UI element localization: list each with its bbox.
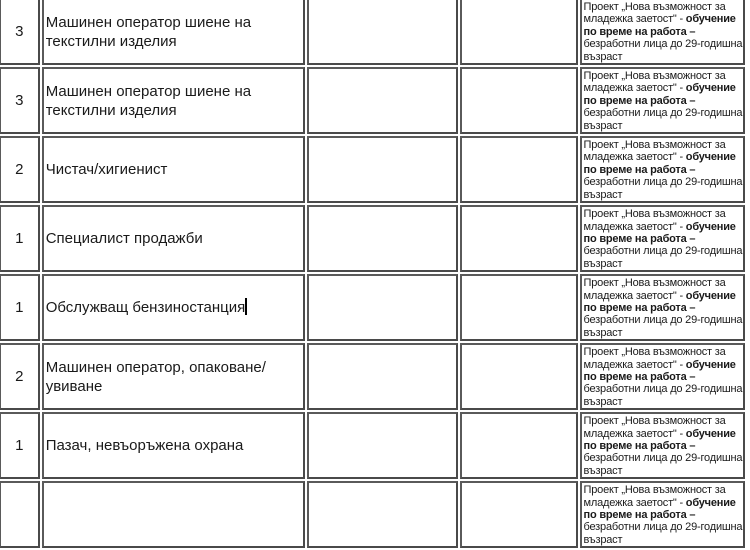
empty-cell[interactable] bbox=[307, 0, 457, 65]
position-cell[interactable]: Пазач, невъоръжена охрана bbox=[42, 412, 306, 479]
note-bold-text: обучение по време на работа – bbox=[583, 151, 736, 176]
table-row bbox=[0, 343, 745, 410]
count-cell[interactable]: 2 bbox=[0, 343, 40, 410]
note-text: безработни лица до 29-годишна възраст bbox=[583, 38, 743, 63]
count-cell[interactable]: 1 bbox=[0, 412, 40, 479]
count-cell[interactable] bbox=[0, 481, 40, 548]
count-cell[interactable]: 3 bbox=[0, 67, 40, 134]
program-note-cell[interactable] bbox=[580, 274, 745, 341]
empty-cell[interactable] bbox=[460, 67, 578, 134]
table-row bbox=[0, 205, 745, 272]
table-row bbox=[0, 412, 745, 479]
empty-cell[interactable] bbox=[460, 136, 578, 203]
position-text: Обслужващ бензиностанция bbox=[45, 299, 246, 317]
note-text: Проект „Нова възможност за младежка заетост" - bbox=[583, 415, 726, 440]
note-text: Проект „Нова възможност за младежка заетост" - bbox=[583, 1, 726, 26]
count-cell[interactable]: 1 bbox=[0, 205, 40, 272]
empty-cell[interactable] bbox=[307, 67, 457, 134]
position-cell[interactable]: Машинен оператор шиене на текстилни изделия bbox=[42, 67, 306, 134]
program-note-cell[interactable] bbox=[580, 67, 745, 134]
table-row bbox=[0, 0, 745, 65]
program-note-cell[interactable] bbox=[580, 481, 745, 548]
note-bold-text: обучение по време на работа – bbox=[583, 220, 736, 245]
note-text: Проект „Нова възможност за младежка заетост" - bbox=[583, 484, 726, 509]
table-row bbox=[0, 481, 745, 548]
note-text: безработни лица до 29-годишна възраст bbox=[583, 314, 743, 339]
position-cell[interactable]: Машинен оператор, опаковане/увиване bbox=[42, 343, 306, 410]
note-bold-text: обучение по време на работа – bbox=[583, 289, 736, 314]
text-cursor bbox=[245, 298, 247, 315]
program-note-cell[interactable] bbox=[580, 205, 745, 272]
empty-cell[interactable] bbox=[460, 412, 578, 479]
note-bold-text: обучение по време на работа – bbox=[583, 82, 736, 107]
note-text: Проект „Нова възможност за младежка заетост" - bbox=[583, 277, 726, 302]
empty-cell[interactable] bbox=[460, 481, 578, 548]
program-note-cell[interactable] bbox=[580, 0, 745, 65]
empty-cell[interactable] bbox=[307, 481, 457, 548]
empty-cell[interactable] bbox=[307, 343, 457, 410]
note-text: Проект „Нова възможност за младежка заетост" - bbox=[583, 346, 726, 371]
note-text: безработни лица до 29-годишна възраст bbox=[583, 245, 743, 270]
note-text: Проект „Нова възможност за младежка заетост" - bbox=[583, 70, 726, 95]
empty-cell[interactable] bbox=[307, 205, 457, 272]
count-cell[interactable]: 1 bbox=[0, 274, 40, 341]
note-text: безработни лица до 29-годишна възраст bbox=[583, 107, 743, 132]
note-text: Проект „Нова възможност за младежка заетост" - bbox=[583, 139, 726, 164]
note-bold-text: обучение по време на работа – bbox=[583, 358, 736, 383]
note-text: безработни лица до 29-годишна възраст bbox=[583, 452, 743, 477]
position-cell[interactable]: Машинен оператор шиене на текстилни изделия bbox=[42, 0, 306, 65]
empty-cell[interactable] bbox=[460, 205, 578, 272]
empty-cell[interactable] bbox=[460, 0, 578, 65]
table-row bbox=[0, 274, 745, 341]
empty-cell[interactable] bbox=[307, 274, 457, 341]
note-text: безработни лица до 29-годишна възраст bbox=[583, 383, 743, 408]
program-note-cell[interactable] bbox=[580, 136, 745, 203]
position-cell[interactable]: Чистач/хигиенист bbox=[42, 136, 306, 203]
note-bold-text: обучение по време на работа – bbox=[583, 496, 736, 522]
note-text: безработни лица до 29-годишна възраст bbox=[583, 521, 743, 546]
table-row bbox=[0, 136, 745, 203]
empty-cell[interactable] bbox=[460, 343, 578, 410]
note-text: безработни лица до 29-годишна възраст bbox=[583, 176, 743, 201]
empty-cell[interactable] bbox=[307, 136, 457, 203]
program-note-cell[interactable] bbox=[580, 343, 745, 410]
table-row bbox=[0, 67, 745, 134]
position-cell[interactable] bbox=[42, 274, 306, 341]
program-note-cell[interactable] bbox=[580, 412, 745, 479]
note-bold-text: обучение по време на работа – bbox=[583, 13, 736, 38]
note-bold-text: обучение по време на работа – bbox=[583, 427, 736, 452]
empty-cell[interactable] bbox=[460, 274, 578, 341]
empty-cell[interactable] bbox=[307, 412, 457, 479]
position-cell[interactable] bbox=[42, 481, 306, 548]
note-text: Проект „Нова възможност за младежка заетост" - bbox=[583, 208, 726, 233]
position-cell[interactable]: Специалист продажби bbox=[42, 205, 306, 272]
count-cell[interactable]: 2 bbox=[0, 136, 40, 203]
count-cell[interactable]: 3 bbox=[0, 0, 40, 65]
